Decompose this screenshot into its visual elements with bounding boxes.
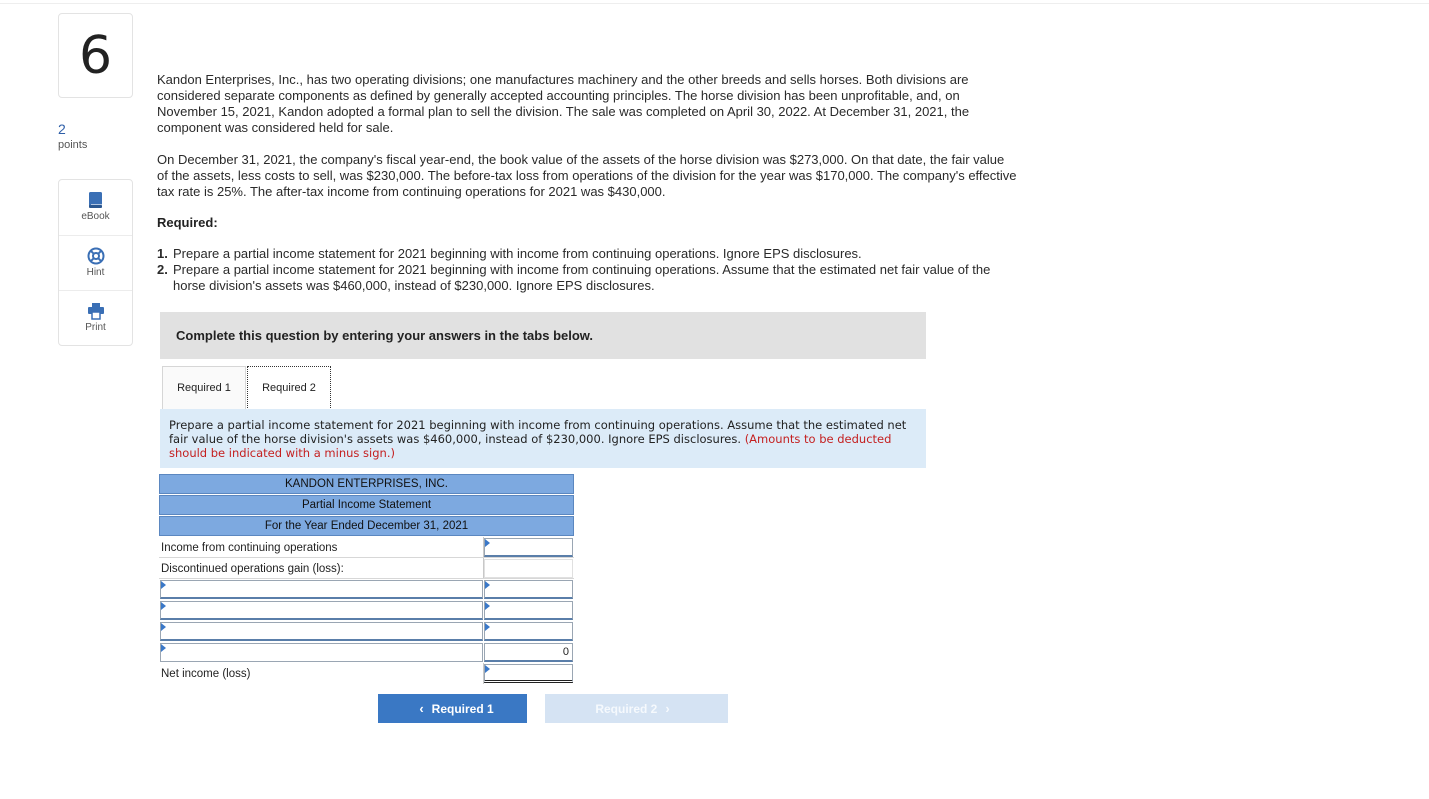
question-number: 6: [78, 25, 113, 86]
discontinued-subtotal-amount: [484, 643, 573, 662]
table-row: [159, 558, 574, 579]
print-icon: [87, 302, 105, 320]
hint-button[interactable]: [59, 235, 132, 291]
requirement-number: 1.: [157, 246, 168, 261]
row-label-income-continuing: Income from continuing operations: [161, 541, 338, 554]
prev-required-1-button[interactable]: [378, 694, 527, 723]
ebook-label: eBook: [81, 211, 110, 222]
income-statement-table: [159, 474, 574, 684]
net-income-amount-input[interactable]: [484, 664, 573, 683]
discontinued-item-amount-input[interactable]: [484, 622, 573, 641]
question-number-box: [58, 13, 133, 98]
instruction-text: Prepare a partial income statement for 2021 beginning with income from continuing operations. Assume that the estimated net fair value of the horse division's assets was $460,000, instead of $230,000. Ignore EPS disclosures.: [169, 418, 907, 446]
top-divider: [0, 3, 1429, 4]
requirement-text: Prepare a partial income statement for 2021 beginning with income from continuing operations. Assume that the estimated net fair value of the horse division's assets was $460,000, instead of $230,000. Ignore EPS disclosures.: [173, 262, 991, 293]
table-row: [159, 621, 574, 642]
hint-icon: [87, 247, 105, 265]
print-button[interactable]: [59, 290, 132, 346]
discontinued-item-label-select[interactable]: [160, 601, 483, 620]
tab-required-2[interactable]: Required 2: [247, 366, 331, 410]
prev-button-label: Required 1: [431, 701, 494, 716]
statement-company: KANDON ENTERPRISES, INC.: [159, 474, 574, 494]
chevron-right-icon: ›: [665, 701, 670, 716]
table-row: [159, 642, 574, 663]
hint-label: Hint: [86, 267, 105, 278]
discontinued-item-amount-input[interactable]: [484, 601, 573, 620]
points-label: points: [58, 139, 88, 151]
discontinued-subtotal-label-select[interactable]: [160, 643, 483, 662]
table-row: [159, 579, 574, 600]
table-row: [159, 537, 574, 558]
discontinued-item-label-select[interactable]: [160, 580, 483, 599]
income-continuing-amount-input[interactable]: [484, 538, 573, 557]
statement-period: For the Year Ended December 31, 2021: [159, 516, 574, 536]
next-required-2-button[interactable]: [545, 694, 728, 723]
requirement-number: 2.: [157, 262, 168, 277]
discontinued-heading-amount-cell: [484, 559, 573, 578]
chevron-left-icon: ‹: [419, 701, 424, 716]
row-label-discontinued: Discontinued operations gain (loss):: [161, 562, 344, 575]
tools-panel: [58, 179, 133, 346]
statement-title: Partial Income Statement: [159, 495, 574, 515]
instruction-note: (Amounts to be deducted should be indicated with a minus sign.): [169, 432, 892, 460]
ebook-button[interactable]: [59, 180, 132, 235]
tab-required-1[interactable]: Required 1: [162, 366, 246, 409]
requirement-text: Prepare a partial income statement for 2021 beginning with income from continuing operations. Ignore EPS disclosures.: [173, 246, 862, 261]
requirement-item: [157, 246, 1017, 262]
table-row: [159, 663, 574, 684]
requirement-item: [157, 262, 1017, 294]
complete-question-bar: [160, 312, 926, 359]
discontinued-item-amount-input[interactable]: [484, 580, 573, 599]
table-row: [159, 600, 574, 621]
points-value: 2: [58, 121, 66, 137]
next-button-label: Required 2: [595, 701, 658, 716]
print-label: Print: [85, 322, 106, 333]
required-heading: Required:: [157, 215, 218, 230]
requirements-list: [157, 246, 1017, 294]
row-label-net-income: Net income (loss): [161, 667, 251, 680]
question-paragraph-1: Kandon Enterprises, Inc., has two operating divisions; one manufactures machinery and the other breeds and sells horses. Both divisions are considered separate components as defined by generally accepted accounting principles. The horse division has been unprofitable, and, on November 15, 2021, Kandon adopted a formal plan to sell the division. The sale was completed on April 30, 2022. At December 31, 2021, the component was considered held for sale.: [157, 72, 970, 135]
ebook-icon: [88, 191, 104, 209]
discontinued-item-label-select[interactable]: [160, 622, 483, 641]
instruction-box: [160, 409, 926, 468]
complete-question-text: Complete this question by entering your answers in the tabs below.: [176, 328, 594, 343]
subtotal-value: 0: [562, 646, 569, 658]
question-paragraph-2: On December 31, 2021, the company's fiscal year-end, the book value of the assets of the horse division was $273,000. On that date, the fair value of the assets, less costs to sell, was $230,000. The before-tax loss from operations of the division for the year was $170,000. The company's effective tax rate is 25%. The after-tax income from continuing operations for 2021 was $430,000.: [157, 152, 1017, 199]
